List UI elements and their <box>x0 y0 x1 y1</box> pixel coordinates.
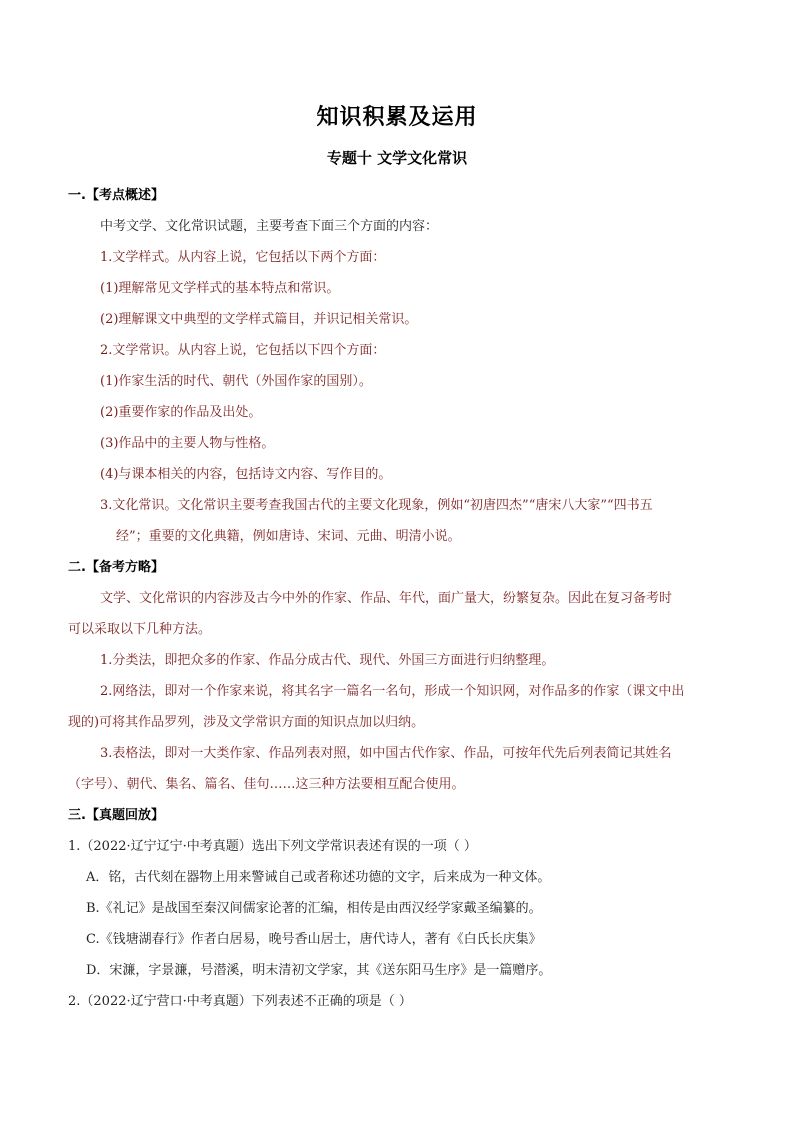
section2-m2-line2: 现的)可将其作品罗列，涉及文学常识方面的知识点加以归纳。 <box>68 715 425 730</box>
section1-p2a: (1)作家生活的时代、朝代（外国作家的国别）。 <box>100 374 372 389</box>
section1-heading: 一.【考点概述】 <box>68 188 164 203</box>
section1-p2c: (3)作品中的主要人物与性格。 <box>100 436 275 451</box>
doc-title: 知识积累及运用 <box>316 105 478 130</box>
section1-p1a: (1)理解常见文学样式的基本特点和常识。 <box>100 281 340 296</box>
section2-intro-line1: 文学、文化常识的内容涉及古今中外的作家、作品、年代，面广量大，纷繁复杂。因此在复习备考时 <box>100 591 673 606</box>
section2-m2-line1: 2.网络法，即对一个作家来说，将其名字一篇名一名句，形成一个知识网，对作品多的作家（课文中出 <box>100 684 685 699</box>
section1-intro: 中考文学、文化常识试题，主要考查下面三个方面的内容： <box>100 219 439 234</box>
section1-p1b: (2)理解课文中典型的文学样式篇目，并识记相关常识。 <box>100 312 418 327</box>
section1-p2d: (4)与课本相关的内容，包括诗文内容、写作目的。 <box>100 467 392 482</box>
section2-m3-line1: 3.表格法，即对一大类作家、作品列表对照，如中国古代作家、作品，可按年代先后列表简记其姓名 <box>100 746 672 761</box>
question-1-option-a: A．铭，古代刻在器物上用来警诫自己或者称述功德的文字，后来成为一种文体。 <box>86 870 551 885</box>
section1-p2b: (2)重要作家的作品及出处。 <box>100 405 262 420</box>
question-1-option-c: C.《钱塘湖春行》作者白居易，晚号香山居士，唐代诗人，著有《白氏长庆集》 <box>86 932 542 947</box>
section1-p2: 2.文学常识。从内容上说，它包括以下四个方面： <box>100 343 386 358</box>
section1-p1: 1.文学样式。从内容上说，它包括以下两个方面： <box>100 250 386 265</box>
question-1-option-d: D．宋濂，字景濂，号潜溪，明末清初文学家，其《送东阳马生序》是一篇赠序。 <box>86 963 552 978</box>
section2-m1: 1.分类法，即把众多的作家、作品分成古代、现代、外国三方面进行归纳整理。 <box>100 653 555 668</box>
section1-p3-line2: 经”；重要的文化典籍，例如唐诗、宋词、元曲、明清小说。 <box>116 529 461 544</box>
section2-m3-line2: （字号）、朝代、集名、篇名、佳句……这三种方法要相互配合使用。 <box>68 777 465 792</box>
section2-intro-line2: 可以采取以下几种方法。 <box>68 622 212 637</box>
question-2: 2.（2022·辽宁营口·中考真题）下列表述不正确的项是（ ） <box>68 994 412 1009</box>
section2-heading: 二.【备考方略】 <box>68 560 164 575</box>
question-1: 1.（2022·辽宁辽宁·中考真题）选出下列文学常识表述有误的一项（ ） <box>68 839 477 854</box>
question-1-option-b: B.《礼记》是战国至秦汉间儒家论著的汇编，相传是由西汉经学家戴圣编纂的。 <box>86 901 542 916</box>
section1-p3-line1: 3.文化常识。文化常识主要考查我国古代的主要文化现象，例如“初唐四杰”“唐宋八大家”“四书五 <box>100 498 653 513</box>
doc-subtitle: 专题十 文学文化常识 <box>326 149 468 167</box>
section3-heading: 三.【真题回放】 <box>68 808 164 823</box>
